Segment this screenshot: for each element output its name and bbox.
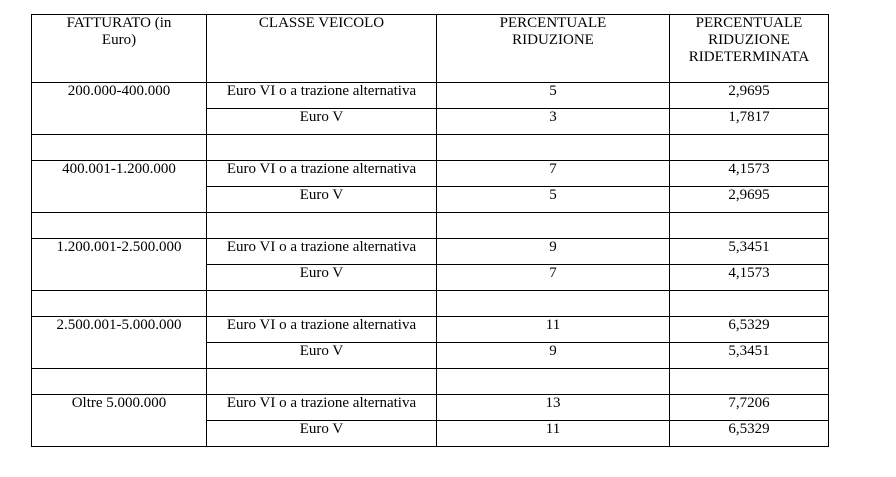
spacer-cell [437, 135, 670, 161]
riduzione-rideterminata-cell: 7,7206 [670, 395, 829, 421]
header-classe-veicolo [207, 15, 437, 83]
fatturato-cell: 2.500.001-5.000.000 [32, 317, 207, 369]
percentuale-riduzione-cell: 3 [437, 109, 670, 135]
table-row [32, 317, 829, 343]
spacer-cell [32, 135, 207, 161]
classe-veicolo-cell: Euro V [207, 421, 437, 447]
header-perc-line1: PERCENTUALE [499, 15, 607, 31]
fatturato-cell: Oltre 5.000.000 [32, 395, 207, 447]
percentuale-riduzione-cell: 5 [437, 83, 670, 109]
fatturato-cell: 200.000-400.000 [32, 83, 207, 135]
spacer-cell [670, 135, 829, 161]
spacer-cell [437, 369, 670, 395]
spacer-cell [437, 213, 670, 239]
riduzione-rideterminata-cell: 4,1573 [670, 265, 829, 291]
classe-veicolo-cell: Euro V [207, 265, 437, 291]
header-perc-line2: RIDUZIONE [512, 32, 594, 48]
spacer-row [32, 369, 829, 395]
riduzione-rideterminata-cell: 5,3451 [670, 343, 829, 369]
spacer-cell [670, 291, 829, 317]
table-row [32, 239, 829, 265]
percentuale-riduzione-cell: 5 [437, 187, 670, 213]
fatturato-cell: 400.001-1.200.000 [32, 161, 207, 213]
header-percentuale-riduzione [437, 15, 670, 83]
percentuale-riduzione-cell: 9 [437, 239, 670, 265]
riduzione-rideterminata-cell: 6,5329 [670, 421, 829, 447]
riduzione-rideterminata-cell: 2,9695 [670, 83, 829, 109]
percentuale-riduzione-cell: 13 [437, 395, 670, 421]
header-rid-line1: PERCENTUALE [695, 15, 803, 31]
fatturato-cell: 1.200.001-2.500.000 [32, 239, 207, 291]
header-fatturato-line2: Euro) [101, 32, 137, 48]
percentuale-riduzione-cell: 11 [437, 421, 670, 447]
spacer-cell [32, 291, 207, 317]
classe-veicolo-cell: Euro VI o a trazione alternativa [207, 161, 437, 187]
classe-veicolo-cell: Euro VI o a trazione alternativa [207, 239, 437, 265]
spacer-cell [32, 369, 207, 395]
reduction-table [31, 14, 829, 447]
table-header-row [32, 15, 829, 83]
header-rid-line3: RIDETERMINATA [688, 49, 810, 65]
percentuale-riduzione-cell: 9 [437, 343, 670, 369]
spacer-cell [207, 369, 437, 395]
riduzione-rideterminata-cell: 1,7817 [670, 109, 829, 135]
spacer-cell [437, 291, 670, 317]
percentuale-riduzione-cell: 11 [437, 317, 670, 343]
classe-veicolo-cell: Euro VI o a trazione alternativa [207, 317, 437, 343]
header-fatturato [32, 15, 207, 83]
riduzione-rideterminata-cell: 5,3451 [670, 239, 829, 265]
classe-veicolo-cell: Euro V [207, 343, 437, 369]
spacer-cell [207, 291, 437, 317]
header-riduzione-rideterminata [670, 15, 829, 83]
riduzione-rideterminata-cell: 6,5329 [670, 317, 829, 343]
table-row [32, 395, 829, 421]
header-rid-line2: RIDUZIONE [708, 32, 790, 48]
header-fatturato-line1: FATTURATO (in [66, 15, 172, 31]
classe-veicolo-cell: Euro V [207, 187, 437, 213]
classe-veicolo-cell: Euro VI o a trazione alternativa [207, 395, 437, 421]
riduzione-rideterminata-cell: 4,1573 [670, 161, 829, 187]
header-classe-label: CLASSE VEICOLO [258, 15, 385, 31]
spacer-cell [207, 135, 437, 161]
table-row [32, 161, 829, 187]
spacer-row [32, 213, 829, 239]
table-row [32, 83, 829, 109]
percentuale-riduzione-cell: 7 [437, 265, 670, 291]
classe-veicolo-cell: Euro V [207, 109, 437, 135]
spacer-row [32, 135, 829, 161]
percentuale-riduzione-cell: 7 [437, 161, 670, 187]
spacer-cell [670, 213, 829, 239]
riduzione-rideterminata-cell: 2,9695 [670, 187, 829, 213]
spacer-cell [207, 213, 437, 239]
spacer-cell [32, 213, 207, 239]
spacer-cell [670, 369, 829, 395]
spacer-row [32, 291, 829, 317]
classe-veicolo-cell: Euro VI o a trazione alternativa [207, 83, 437, 109]
